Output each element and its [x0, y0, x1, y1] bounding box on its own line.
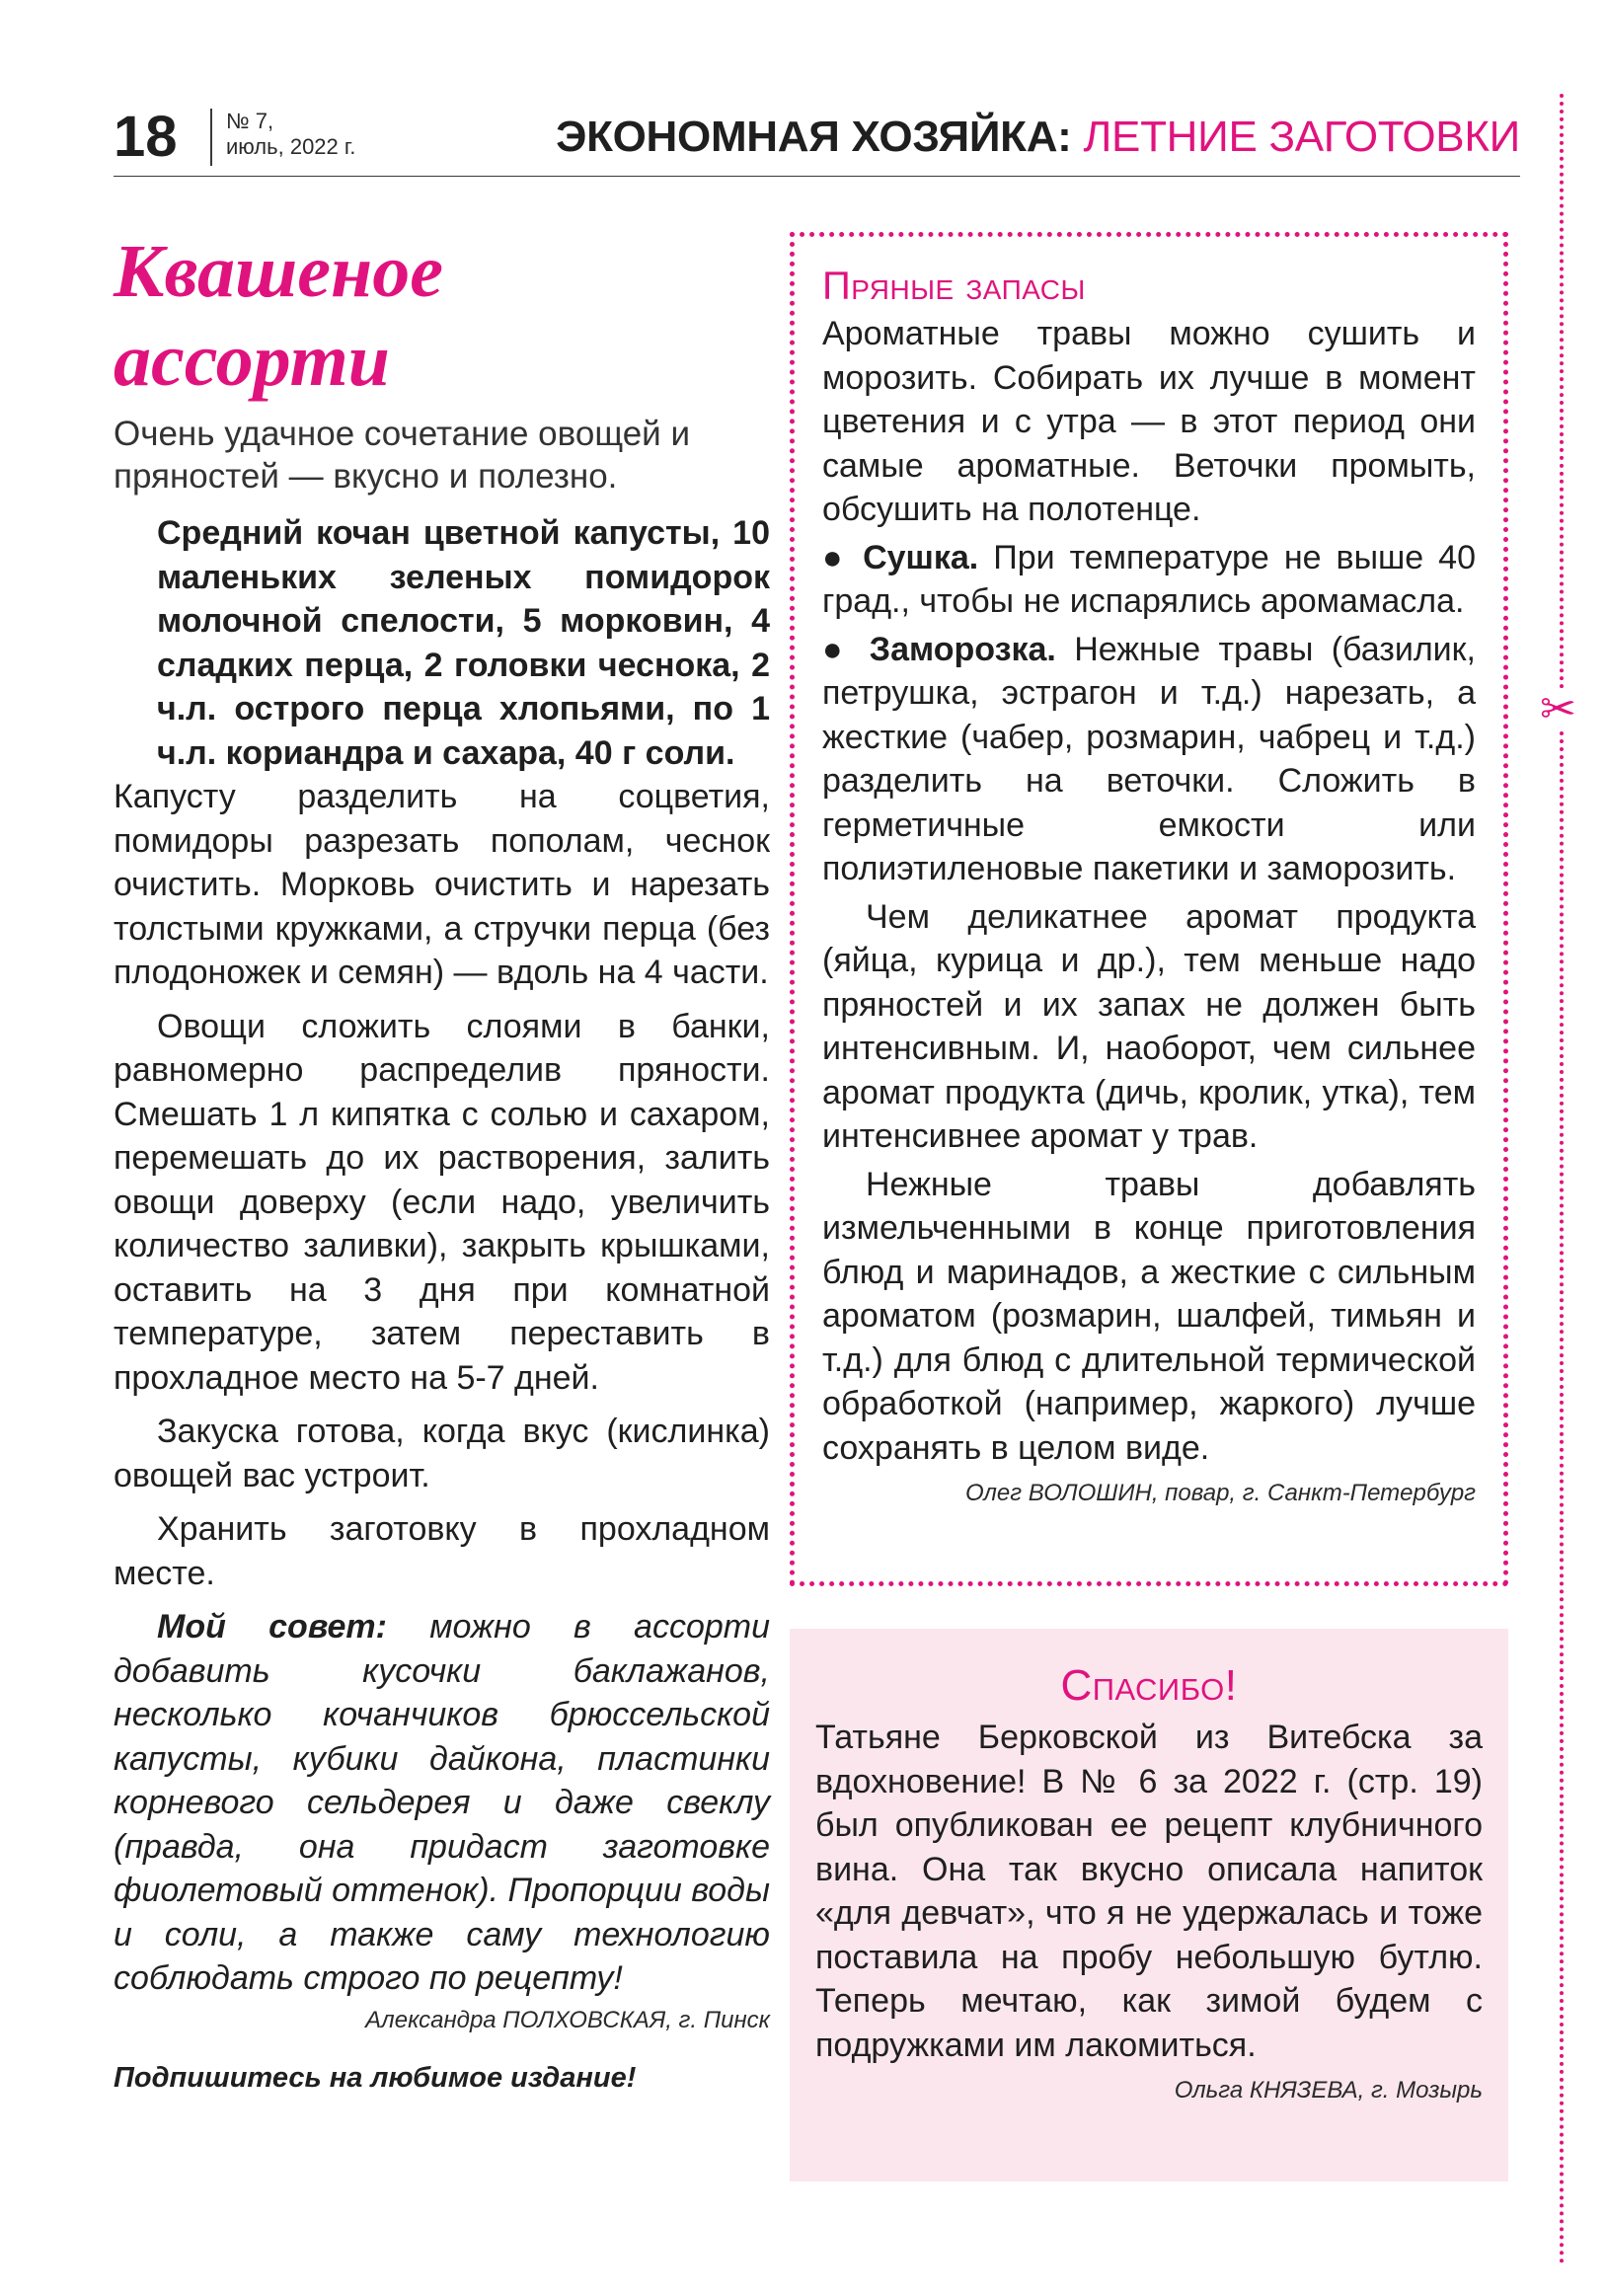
- thanks-text: Татьяне Берковской из Витебска за вдохновение! В № 6 за 2022 г. (стр. 19) был опубликован ее рецепт клубничного вина. Она так вкусно описала напиток «для девчат», что я не удержалась и тоже поставила на пробу небольшую бутлю. Теперь мечтаю, как зимой будем с подружками им лакомиться.: [815, 1719, 1483, 2064]
- article-paragraph: Закуска готова, когда вкус (кислинка) овощей вас устроит.: [114, 1413, 770, 1494]
- spices-paragraph: Нежные травы добавлять измельченными в конце приготовления блюд и маринадов, а жесткие с сильным ароматом (розмарин, шалфей, тимьян и т.д.) для блюд с длительной термической обработкой (например, жаркого) лучше сохранять в целом виде.: [822, 1165, 1476, 1467]
- spices-paragraph: Чем деликатнее аромат продукта (яйца, курица и др.), тем меньше надо пряностей и их запах не должен быть интенсивным. И, наоборот, чем сильнее аромат продукта (дичь, кролик, утка), тем интенсивнее аромат у трав.: [822, 897, 1476, 1155]
- bullet: ●: [822, 538, 864, 576]
- cut-line: [1560, 94, 1564, 2265]
- subscribe-note: Подпишитесь на любимое издание!: [114, 2061, 637, 2094]
- page-header: [114, 99, 1520, 177]
- article: [114, 227, 770, 2095]
- ingredients: Средний кочан цветной капусты, 10 маленьких зеленых помидорок молочной спелости, 5 морковин, 4 сладких перца, 2 головки чеснока, 2 ч.л. острого перца хлопьями, по 1 ч.л. кориандра и сахара, 40 г соли.: [157, 514, 770, 772]
- freezing-item: [822, 628, 1476, 891]
- spices-author: Олег ВОЛОШИН, повар, г. Санкт-Петербург: [965, 1480, 1476, 1506]
- advice-text: можно в ассорти добавить кусочки баклажанов, несколько кочанчиков брюссельской капусты, кубики дайкона, пластинки корневого сельдерея и даже свеклу (правда, она придаст заготовке фиолетовый оттенок). Пропорции воды и соли, а также саму технологию соблюдать строго по рецепту!: [114, 1608, 770, 1997]
- freezing-text: Нежные травы (базилик, петрушка, эстрагон и т.д.) нарезать, а жесткие (чабер, розмарин, чабрец и т.д.) разделить на веточки. Сложить в герметичные емкости или полиэтиленовые пакетики и заморозить.: [822, 630, 1476, 887]
- issue-number: № 7,: [226, 109, 274, 133]
- rubric-sub: ЛЕТНИЕ ЗАГОТОВКИ: [1083, 113, 1520, 161]
- article-title: [114, 227, 770, 405]
- spices-box-title: Пряные запасы: [822, 265, 1086, 308]
- thanks-box: [790, 1629, 1508, 2181]
- freezing-label: Заморозка.: [869, 630, 1056, 668]
- thanks-author: Ольга КНЯЗЕВА, г. Мозырь: [1174, 2077, 1483, 2104]
- rubric: [556, 113, 1520, 162]
- drying-item: [822, 536, 1476, 624]
- title-line-2: ассорти: [114, 319, 390, 402]
- rubric-main: ЭКОНОМНАЯ ХОЗЯЙКА:: [556, 113, 1072, 161]
- article-paragraph: Овощи сложить слоями в банки, равномерно распределив пряности. Смешать 1 л кипятка с солью и сахаром, перемешать до их растворения, залить овощи доверху (если надо, увеличить количество заливки), закрыть крышками, оставить на 3 дня при комнатной температуре, затем переставить в прохладное место на 5-7 дней.: [114, 1007, 770, 1397]
- issue-info: [210, 109, 355, 166]
- article-intro: Очень удачное сочетание овощей и пряностей — вкусно и полезно.: [114, 415, 691, 496]
- advice-label: Мой совет:: [157, 1608, 387, 1645]
- drying-label: Сушка.: [863, 538, 979, 576]
- bullet: ●: [822, 630, 870, 668]
- article-author: Александра ПОЛХОВСКАЯ, г. Пинск: [365, 2006, 770, 2033]
- spices-box: [790, 232, 1508, 1586]
- page-number: 18: [114, 105, 178, 169]
- issue-date: июль, 2022 г.: [226, 134, 356, 159]
- scissors-icon: ✂: [1540, 685, 1576, 733]
- spices-paragraph: Ароматные травы можно сушить и морозить. Собирать их лучше в момент цветения и с утра — в этот период они самые ароматные. Веточки промыть, обсушить на полотенце.: [822, 315, 1476, 528]
- advice: [114, 1605, 770, 2001]
- drying-text: При температуре не выше 40 град., чтобы не испарялись аромамасла.: [822, 538, 1476, 620]
- title-line-1: Квашеное: [114, 230, 443, 313]
- thanks-box-title: Спасибо!: [1060, 1661, 1238, 1710]
- article-paragraph: Хранить заготовку в прохладном месте.: [114, 1510, 770, 1592]
- article-paragraph: Капусту разделить на соцветия, помидоры разрезать пополам, чеснок очистить. Морковь очистить и нарезать толстыми кружками, а стручки перца (без плодоножек и семян) — вдоль на 4 части.: [114, 778, 770, 991]
